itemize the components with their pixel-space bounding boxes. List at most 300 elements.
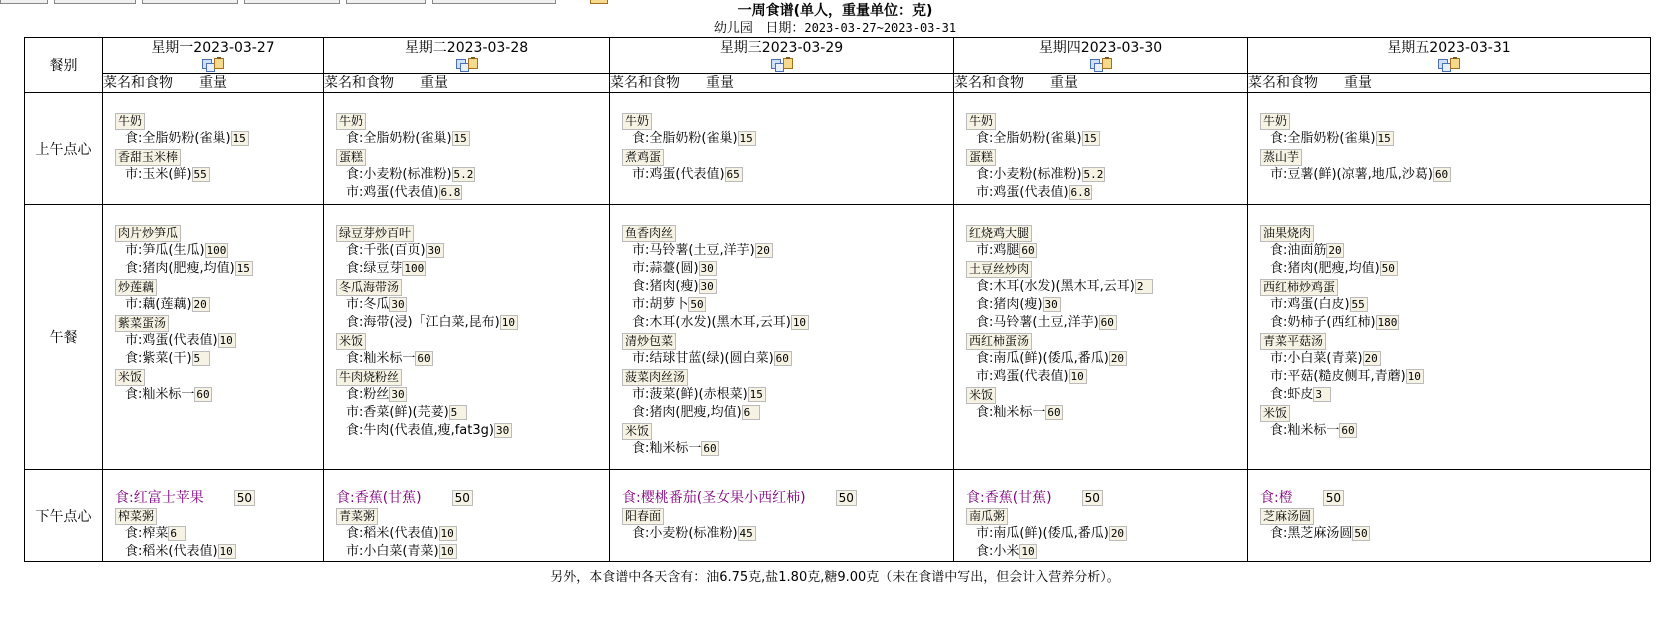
- ingredient-name: 市:藕(莲藕): [125, 297, 192, 312]
- ingredient-quantity: 55: [1350, 297, 1368, 312]
- ingredient-line: [336, 242, 597, 260]
- ingredient-quantity: 10: [218, 544, 236, 559]
- dish-block: [115, 278, 311, 296]
- ingredient-line: [622, 130, 941, 148]
- ingredient-quantity: 30: [389, 297, 407, 312]
- ingredient-line: [622, 314, 941, 332]
- ingredient-name: 食:南瓜(鲜)(倭瓜,番瓜): [976, 351, 1109, 366]
- ingredient-name: 食:油面筋: [1270, 243, 1327, 258]
- dish-block: [622, 507, 941, 525]
- dish-name: 西红柿炒鸡蛋: [1260, 279, 1338, 296]
- dish-name: 南瓜粥: [966, 508, 1008, 525]
- dish-name: 牛肉烧粉丝: [336, 369, 402, 386]
- ingredient-name: 食:木耳(水发)(黑木耳,云耳): [976, 279, 1135, 294]
- ingredient-quantity: 60: [1045, 405, 1063, 420]
- ingredient-quantity: 10: [1406, 369, 1424, 384]
- dish-block: [966, 260, 1235, 278]
- ingredient-name: 市:鸡腿: [976, 243, 1020, 258]
- ingredient-quantity: 65: [725, 167, 743, 182]
- ingredient-quantity: 5: [192, 351, 210, 366]
- ingredient-line: [1260, 386, 1638, 404]
- ingredient-line: [1260, 525, 1638, 543]
- ingredient-name: 食:马铃薯(土豆,洋芋): [976, 315, 1099, 330]
- copy-icon[interactable]: [771, 59, 781, 69]
- fruit-line: [1260, 489, 1638, 507]
- ingredient-name: 食:稻米(代表值): [125, 544, 218, 559]
- ingredient-name: 食:小麦粉(标准粉): [632, 526, 738, 541]
- ingredient-name: 食:牛肉(代表值,瘦,fat3g): [346, 423, 494, 438]
- ingredient-name: 市:平菇(糙皮侧耳,青蘑): [1270, 369, 1406, 384]
- menu-cell-content: [610, 93, 953, 184]
- ingredient-quantity: 20: [1326, 243, 1344, 258]
- menu-cell-content: [103, 93, 323, 184]
- ingredient-name: 市:玉米(鲜): [125, 167, 192, 182]
- day-actions: [324, 57, 609, 71]
- menu-cell: [324, 205, 610, 470]
- ingredient-quantity: 60: [1099, 315, 1117, 330]
- ingredient-quantity: 100: [404, 262, 425, 275]
- meal-name: 午餐: [25, 205, 103, 470]
- ingredient-line: [622, 386, 941, 404]
- ingredient-quantity: 5.2: [453, 168, 474, 181]
- dish-block: [1260, 404, 1638, 422]
- fruit-name: 食:香蕉(甘蕉): [336, 490, 422, 506]
- ingredient-line: [1260, 314, 1638, 332]
- dish-name: 煮鸡蛋: [622, 149, 664, 166]
- fruit-quantity: 50: [1323, 490, 1344, 506]
- dish-name: 土豆丝炒肉: [966, 261, 1032, 278]
- ingredient-line: [115, 386, 311, 404]
- dish-name: 西红柿蛋汤: [966, 333, 1032, 350]
- ingredient-quantity: 15: [738, 131, 756, 146]
- paste-icon[interactable]: [783, 58, 793, 69]
- ingredient-quantity: 20: [755, 243, 773, 258]
- ingredient-line: [336, 422, 597, 440]
- ingredient-line: [622, 260, 941, 278]
- ingredient-line: [622, 278, 941, 296]
- dish-block: [336, 278, 597, 296]
- ingredient-line: [1260, 242, 1638, 260]
- dish-name: 青菜平菇汤: [1260, 333, 1326, 350]
- ingredient-line: [622, 440, 941, 458]
- dish-block: [115, 507, 311, 525]
- page-title: 一周食谱(单人，重量单位：克): [737, 3, 933, 19]
- ingredient-name: 食:猪肉(肥瘦,均值): [125, 261, 235, 276]
- ingredient-name: 食:千张(百页): [346, 243, 426, 258]
- ingredient-quantity: 50: [1380, 261, 1398, 276]
- dish-name: 炒莲藕: [115, 279, 157, 296]
- ingredient-name: 食:猪肉(肥瘦,均值): [1270, 261, 1380, 276]
- ingredient-quantity: 30: [699, 261, 717, 276]
- dish-name: 油果烧肉: [1260, 225, 1314, 242]
- ingredient-name: 食:小麦粉(标准粉): [346, 167, 452, 182]
- day-name: 星期五2023-03-31: [1387, 40, 1511, 56]
- day-actions: [1248, 57, 1650, 71]
- column-subheader: [954, 74, 1248, 93]
- ingredient-name: 食:猪肉(瘦): [976, 297, 1043, 312]
- ingredient-line: [622, 404, 941, 422]
- menu-cell-content: [103, 470, 323, 561]
- ingredient-line: [336, 130, 597, 148]
- dish-name: 香甜玉米棒: [115, 149, 181, 166]
- ingredient-quantity: 60: [415, 351, 433, 366]
- paste-icon[interactable]: [468, 58, 478, 69]
- dish-block: [115, 148, 311, 166]
- dish-name: 阳春面: [622, 508, 664, 525]
- ingredient-line: [1260, 166, 1638, 184]
- menu-cell-content: [954, 205, 1247, 422]
- dish-column-label: 菜名和食物: [610, 75, 680, 91]
- ingredient-line: [966, 296, 1235, 314]
- menu-cell-content: [1248, 93, 1650, 184]
- fruit-line: [115, 489, 311, 507]
- ingredient-name: 市:冬瓜: [346, 297, 390, 312]
- dish-name: 牛奶: [966, 113, 996, 130]
- dish-name: 牛奶: [622, 113, 652, 130]
- ingredient-name: 市:鸡蛋(代表值): [346, 185, 439, 200]
- ingredient-line: [966, 314, 1235, 332]
- dish-block: [115, 224, 311, 242]
- ingredient-quantity: 15: [1082, 131, 1100, 146]
- ingredient-name: 食:粉丝: [346, 387, 390, 402]
- dish-block: [336, 368, 597, 386]
- menu-cell: [610, 470, 954, 562]
- fruit-line: [622, 489, 941, 507]
- menu-cell: [324, 470, 610, 562]
- dish-column-label: 菜名和食物: [103, 75, 173, 91]
- copy-icon[interactable]: [456, 59, 466, 69]
- dish-name: 米饭: [336, 333, 366, 350]
- meal-row: [25, 93, 1651, 205]
- dish-block: [336, 148, 597, 166]
- dish-block: [1260, 148, 1638, 166]
- ingredient-line: [966, 404, 1235, 422]
- menu-cell-content: [324, 470, 609, 561]
- ingredient-quantity: 15: [231, 131, 249, 146]
- ingredient-line: [1260, 350, 1638, 368]
- menu-cell: [1248, 93, 1651, 205]
- dish-column-label: 菜名和食物: [1248, 75, 1318, 91]
- menu-cell: [103, 205, 324, 470]
- dish-name: 绿豆芽炒百叶: [336, 225, 414, 242]
- fruit-quantity: 50: [1082, 490, 1103, 506]
- ingredient-quantity: 60: [1433, 167, 1451, 182]
- day-header-row: [25, 38, 1651, 74]
- ingredient-line: [115, 130, 311, 148]
- ingredient-name: 市:南瓜(鲜)(倭瓜,番瓜): [976, 526, 1109, 541]
- dish-block: [622, 224, 941, 242]
- ingredient-line: [336, 184, 597, 202]
- column-subheader: [610, 74, 954, 93]
- ingredient-quantity: 20: [1109, 351, 1127, 366]
- column-subheader: [103, 74, 324, 93]
- ingredient-line: [966, 242, 1235, 260]
- menu-cell: [954, 205, 1248, 470]
- ingredient-name: 食:全脂奶粉(雀巢): [125, 131, 231, 146]
- ingredient-line: [622, 166, 941, 184]
- fruit-line: [966, 489, 1235, 507]
- meal-name: 上午点心: [25, 93, 103, 205]
- footer-note: 另外，本食谱中各天含有：油6.75克,盐1.80克,糖9.00克（未在食谱中写出，但会计入营养分析）。: [550, 570, 1120, 585]
- ingredient-line: [966, 278, 1235, 296]
- menu-cell: [103, 470, 324, 562]
- ingredient-line: [115, 525, 311, 543]
- page-header: [0, 2, 1670, 37]
- day-name: 星期二2023-03-28: [404, 40, 529, 56]
- ingredient-line: [115, 166, 311, 184]
- ingredient-name: 市:小白菜(青菜): [1270, 351, 1363, 366]
- dish-name: 紫菜蛋汤: [115, 315, 169, 332]
- ingredient-name: 市:小白菜(青菜): [346, 544, 439, 559]
- ingredient-quantity: 6: [168, 526, 186, 541]
- dish-column-label: 菜名和食物: [954, 75, 1024, 91]
- dish-block: [115, 368, 311, 386]
- column-subheader-row: [25, 74, 1651, 93]
- date-label: 日期：: [765, 21, 805, 36]
- meal-name: 下午点心: [25, 470, 103, 562]
- dish-block: [966, 332, 1235, 350]
- ingredient-name: 食:绿豆芽: [346, 261, 403, 276]
- paste-icon[interactable]: [1102, 58, 1112, 69]
- menu-cell-content: [324, 93, 609, 202]
- menu-cell-content: [324, 205, 609, 440]
- day-name: 星期四2023-03-30: [1038, 40, 1163, 56]
- dish-name: 米饭: [1260, 405, 1290, 422]
- ingredient-quantity: 20: [1109, 526, 1127, 541]
- ingredient-name: 市:鸡蛋(代表值): [976, 369, 1069, 384]
- ingredient-name: 食:全脂奶粉(雀巢): [346, 131, 452, 146]
- ingredient-line: [115, 242, 311, 260]
- ingredient-quantity: 60: [1339, 423, 1357, 438]
- day-header: [954, 38, 1248, 74]
- ingredient-name: 食:猪肉(肥瘦,均值): [632, 405, 742, 420]
- weekly-menu-table: [24, 37, 1651, 562]
- ingredient-quantity: 10: [439, 526, 457, 541]
- dish-block: [1260, 507, 1638, 525]
- ingredient-line: [336, 386, 597, 404]
- day-actions: [610, 57, 953, 71]
- ingredient-name: 市:鸡蛋(白皮): [1270, 297, 1350, 312]
- date-range: 2023-03-27~2023-03-31: [804, 21, 957, 35]
- dish-block: [622, 148, 941, 166]
- dish-block: [966, 224, 1235, 242]
- dish-name: 肉片炒笋瓜: [115, 225, 181, 242]
- weight-column-label: 重量: [1344, 75, 1372, 91]
- ingredient-line: [336, 525, 597, 543]
- ingredient-line: [336, 296, 597, 314]
- ingredient-name: 市:香菜(鲜)(芫荽): [346, 405, 449, 420]
- ingredient-quantity: 50: [688, 297, 706, 312]
- ingredient-quantity: 15: [235, 261, 253, 276]
- ingredient-quantity: 3: [1313, 387, 1331, 402]
- menu-cell: [103, 93, 324, 205]
- dish-block: [115, 112, 311, 130]
- fruit-quantity: 50: [836, 490, 857, 506]
- ingredient-line: [966, 525, 1235, 543]
- dish-name: 菠菜肉丝汤: [622, 369, 688, 386]
- ingredient-quantity: 45: [738, 526, 756, 541]
- fruit-line: [336, 489, 597, 507]
- day-header: [324, 38, 610, 74]
- ingredient-quantity: 6.8: [1070, 186, 1091, 199]
- dish-name: 鱼香肉丝: [622, 225, 676, 242]
- ingredient-name: 食:黑芝麻汤圆: [1270, 526, 1353, 541]
- ingredient-name: 食:全脂奶粉(雀巢): [1270, 131, 1376, 146]
- fruit-name: 食:橙: [1260, 490, 1293, 506]
- ingredient-line: [115, 543, 311, 561]
- menu-cell-content: [610, 205, 953, 458]
- ingredient-name: 市:鸡蛋(代表值): [632, 167, 725, 182]
- menu-cell-content: [1248, 205, 1650, 440]
- ingredient-line: [336, 404, 597, 422]
- dish-block: [1260, 278, 1638, 296]
- dish-block: [966, 148, 1235, 166]
- paste-icon[interactable]: [1450, 58, 1460, 69]
- ingredient-quantity: 2: [1135, 279, 1153, 294]
- menu-cell: [1248, 470, 1651, 562]
- dish-block: [336, 112, 597, 130]
- ingredient-quantity: 6.8: [440, 186, 461, 199]
- dish-block: [115, 314, 311, 332]
- ingredient-name: 市:鸡蛋(代表值): [976, 185, 1069, 200]
- dish-name: 芝麻汤圆: [1260, 508, 1314, 525]
- ingredient-name: 食:海带(浸)「江白菜,昆布): [346, 315, 500, 330]
- ingredient-name: 食:猪肉(瘦): [632, 279, 699, 294]
- school-name: 幼儿园: [713, 21, 753, 36]
- ingredient-line: [1260, 296, 1638, 314]
- meal-column-header: 餐别: [25, 38, 103, 93]
- dish-block: [1260, 332, 1638, 350]
- dish-name: 米饭: [622, 423, 652, 440]
- dish-name: 牛奶: [115, 113, 145, 130]
- ingredient-line: [622, 296, 941, 314]
- dish-block: [1260, 224, 1638, 242]
- menu-cell: [610, 205, 954, 470]
- dish-block: [336, 224, 597, 242]
- dish-name: 米饭: [115, 369, 145, 386]
- ingredient-quantity: 50: [1352, 526, 1370, 541]
- menu-cell-content: [1248, 470, 1650, 543]
- day-name: 星期三2023-03-29: [719, 40, 844, 56]
- dish-block: [966, 112, 1235, 130]
- dish-column-label: 菜名和食物: [324, 75, 394, 91]
- ingredient-name: 食:紫菜(干): [125, 351, 192, 366]
- dish-name: 蒸山芋: [1260, 149, 1302, 166]
- ingredient-quantity: 180: [1377, 316, 1398, 329]
- ingredient-quantity: 30: [389, 387, 407, 402]
- ingredient-name: 食:全脂奶粉(雀巢): [976, 131, 1082, 146]
- ingredient-line: [1260, 130, 1638, 148]
- dish-block: [966, 386, 1235, 404]
- fruit-name: 食:樱桃番茄(圣女果小西红柿): [622, 490, 806, 506]
- ingredient-line: [1260, 260, 1638, 278]
- ingredient-quantity: 55: [192, 167, 210, 182]
- ingredient-quantity: 5: [449, 405, 467, 420]
- dish-block: [336, 507, 597, 525]
- fruit-quantity: 50: [452, 490, 473, 506]
- ingredient-quantity: 10: [439, 544, 457, 559]
- ingredient-quantity: 10: [1019, 544, 1037, 559]
- dish-name: 米饭: [966, 387, 996, 404]
- ingredient-line: [966, 350, 1235, 368]
- ingredient-line: [115, 296, 311, 314]
- ingredient-name: 市:豆薯(鲜)(凉薯,地瓜,沙葛): [1270, 167, 1433, 182]
- day-header: [103, 38, 324, 74]
- dish-name: 清炒包菜: [622, 333, 676, 350]
- menu-cell: [1248, 205, 1651, 470]
- dish-name: 牛奶: [1260, 113, 1290, 130]
- copy-icon[interactable]: [202, 59, 212, 69]
- ingredient-name: 食:虾皮: [1270, 387, 1314, 402]
- ingredient-quantity: 30: [494, 423, 512, 438]
- day-actions: [954, 57, 1247, 71]
- day-name: 星期一2023-03-27: [151, 40, 275, 56]
- copy-icon[interactable]: [1438, 59, 1448, 69]
- fruit-quantity: 50: [234, 490, 255, 506]
- ingredient-name: 食:籼米标一: [976, 405, 1046, 420]
- ingredient-name: 食:籼米标一: [346, 351, 416, 366]
- meal-row: [25, 470, 1651, 562]
- ingredient-quantity: 10: [791, 315, 809, 330]
- ingredient-quantity: 15: [1376, 131, 1394, 146]
- ingredient-name: 食:小麦粉(标准粉): [976, 167, 1082, 182]
- ingredient-quantity: 60: [1019, 243, 1037, 258]
- ingredient-line: [966, 184, 1235, 202]
- paste-icon[interactable]: [214, 58, 224, 69]
- ingredient-quantity: 10: [500, 315, 518, 330]
- ingredient-name: 市:蒜薹(圆): [632, 261, 699, 276]
- ingredient-name: 食:全脂奶粉(雀巢): [632, 131, 738, 146]
- ingredient-quantity: 10: [218, 333, 236, 348]
- dish-name: 榨菜粥: [115, 508, 157, 525]
- day-header: [610, 38, 954, 74]
- ingredient-line: [336, 350, 597, 368]
- dish-name: 牛奶: [336, 113, 366, 130]
- copy-icon[interactable]: [1090, 59, 1100, 69]
- weight-column-label: 重量: [1050, 75, 1078, 91]
- menu-cell-content: [954, 470, 1247, 561]
- day-header: [1248, 38, 1651, 74]
- ingredient-name: 市:笋瓜(生瓜): [125, 243, 205, 258]
- ingredient-name: 食:小米: [976, 544, 1020, 559]
- ingredient-line: [966, 368, 1235, 386]
- dish-block: [966, 507, 1235, 525]
- ingredient-quantity: 10: [1069, 369, 1087, 384]
- page-subtitle: [0, 20, 1670, 37]
- ingredient-line: [622, 350, 941, 368]
- ingredient-quantity: 5.2: [1083, 168, 1104, 181]
- column-subheader: [324, 74, 610, 93]
- ingredient-quantity: 15: [748, 387, 766, 402]
- menu-cell: [954, 470, 1248, 562]
- ingredient-name: 食:籼米标一: [125, 387, 195, 402]
- fruit-name: 食:红富士苹果: [115, 490, 204, 506]
- dish-block: [622, 332, 941, 350]
- weight-column-label: 重量: [706, 75, 734, 91]
- ingredient-line: [966, 166, 1235, 184]
- ingredient-line: [966, 543, 1235, 561]
- ingredient-line: [622, 242, 941, 260]
- weight-column-label: 重量: [199, 75, 227, 91]
- column-subheader: [1248, 74, 1651, 93]
- ingredient-line: [336, 166, 597, 184]
- fruit-name: 食:香蕉(甘蕉): [966, 490, 1052, 506]
- ingredient-quantity: 30: [699, 279, 717, 294]
- ingredient-quantity: 20: [192, 297, 210, 312]
- ingredient-name: 市:马铃薯(土豆,洋芋): [632, 243, 755, 258]
- ingredient-quantity: 6: [742, 405, 760, 420]
- ingredient-quantity: 15: [452, 131, 470, 146]
